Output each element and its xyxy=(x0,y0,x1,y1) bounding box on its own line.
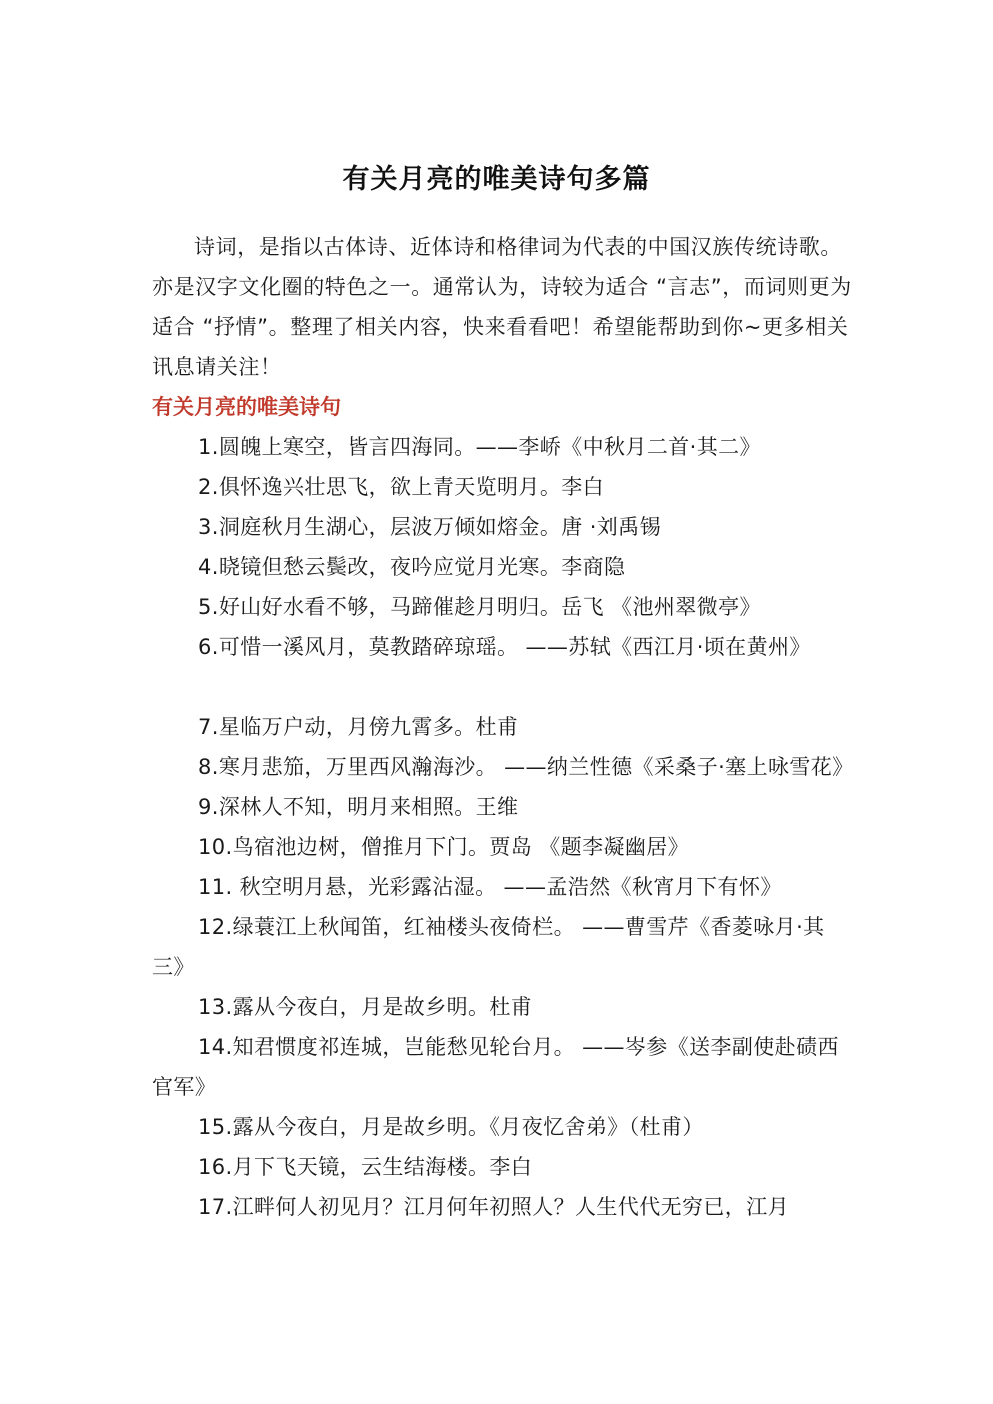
poem-line-9: 9.深林人不知，明月来相照。王维 xyxy=(198,795,519,819)
poem-line-2: 2.俱怀逸兴壮思飞，欲上青天览明月。李白 xyxy=(198,475,605,499)
poem-list xyxy=(152,427,852,1227)
poem-line-1: 1.圆魄上寒空，皆言四海同。——李峤《中秋月二首·其二》 xyxy=(198,435,761,459)
poem-line-6: 6.可惜一溪风月，莫教踏碎琼瑶。 ——苏轼《西江月·顷在黄州》 xyxy=(198,635,811,659)
poem-line-10: 10.鸟宿池边树，僧推月下门。贾岛 《题李凝幽居》 xyxy=(198,835,690,859)
poem-line-17: 17.江畔何人初见月？江月何年初照人？人生代代无穷已，江月 xyxy=(198,1195,789,1219)
poem-line-8: 8.寒月悲笳，万里西风瀚海沙。 ——纳兰性德《采桑子·塞上咏雪花》 xyxy=(198,755,854,779)
poem-line-3: 3.洞庭秋月生湖心，层波万倾如熔金。唐 ·刘禹锡 xyxy=(198,515,661,539)
document-title: 有关月亮的唯美诗句多篇 xyxy=(342,164,651,196)
poem-line-13: 13.露从今夜白，月是故乡明。杜甫 xyxy=(198,995,533,1019)
intro-paragraph: 诗词，是指以古体诗、近体诗和格律词为代表的中国汉族传统诗歌。亦是汉字文化圈的特色之一。通常认为，诗较为适合 “言志”，而词则更为适合 “抒情”。整理了相关内容，快来看看吧！希望能帮助到你~更多相关讯息请关注！ xyxy=(152,235,852,379)
poem-line-4: 4.晓镜但愁云鬓改，夜吟应觉月光寒。李商隐 xyxy=(198,555,626,579)
poem-line-5: 5.好山好水看不够，马蹄催趁月明归。岳飞 《池州翠微亭》 xyxy=(198,595,761,619)
poem-line-7: 7.星临万户动，月傍九霄多。杜甫 xyxy=(198,715,519,739)
poem-line-12: 12.绿蓑江上秋闻笛，红袖楼头夜倚栏。 ——曹雪芹《香菱咏月·其三》 xyxy=(152,915,825,979)
poem-line-11: 11. 秋空明月悬，光彩露沾湿。 ——孟浩然《秋宵月下有怀》 xyxy=(198,875,782,899)
poem-line-16: 16.月下飞天镜，云生结海楼。李白 xyxy=(198,1155,533,1179)
poem-line-15: 15.露从今夜白，月是故乡明。《月夜忆舍弟》（杜甫） xyxy=(198,1115,704,1139)
section-heading: 有关月亮的唯美诗句 xyxy=(152,395,341,419)
poem-line-14: 14.知君惯度祁连城，岂能愁见轮台月。 ——岑参《送李副使赴碛西官军》 xyxy=(152,1035,839,1099)
